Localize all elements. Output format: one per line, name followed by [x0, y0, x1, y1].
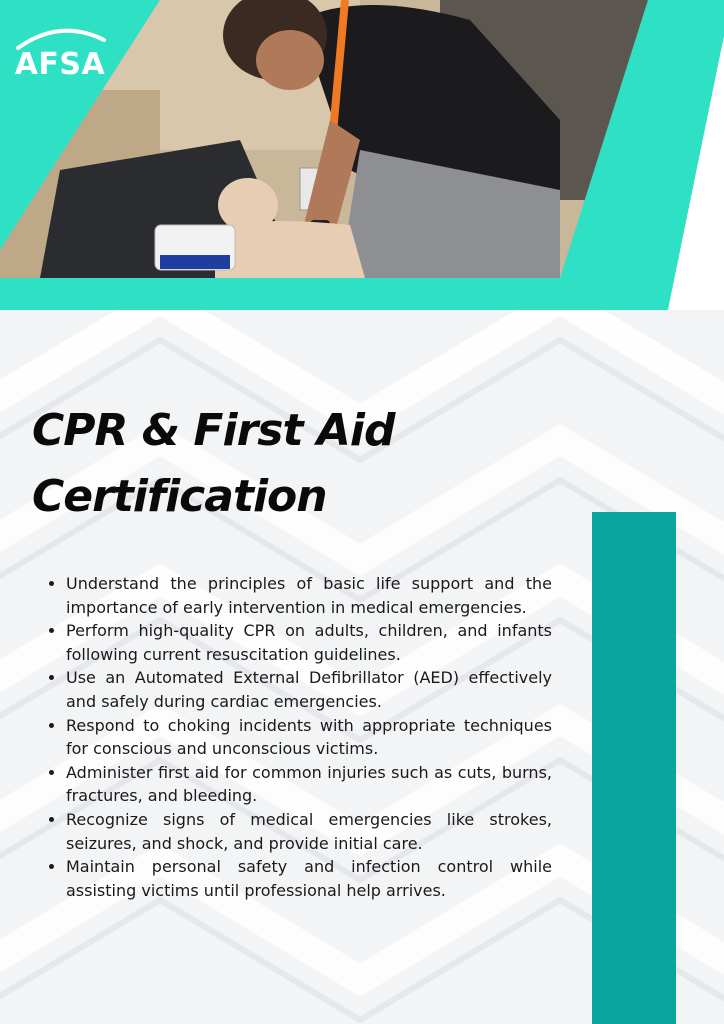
list-item: • Maintain personal safety and infection control while assisting victims until professional help arrives.: [66, 855, 552, 902]
list-item: • Respond to choking incidents with appropriate techniques for conscious and unconscious victims.: [66, 714, 552, 761]
afsa-logo: [8, 24, 112, 84]
list-item: • Recognize signs of medical emergencies like strokes, seizures, and shock, and provide initial care.: [66, 808, 552, 855]
list-item: • Use an Automated External Defibrillator (AED) effectively and safely during cardiac emergencies.: [66, 666, 552, 713]
title-line-2: Certification: [32, 471, 327, 522]
title-line-1: CPR & First Aid: [32, 405, 395, 456]
list-item: • Understand the principles of basic life support and the importance of early intervention in medical emergencies.: [66, 572, 552, 619]
decorative-teal-bar: [592, 512, 676, 1024]
page-title: [32, 398, 592, 530]
logo-text: AFSA: [14, 47, 106, 82]
list-item: • Administer first aid for common injuries such as cuts, burns, fractures, and bleeding.: [66, 761, 552, 808]
list-item: • Perform high-quality CPR on adults, children, and infants following current resuscitation guidelines.: [66, 619, 552, 666]
objectives-list: [42, 572, 552, 902]
